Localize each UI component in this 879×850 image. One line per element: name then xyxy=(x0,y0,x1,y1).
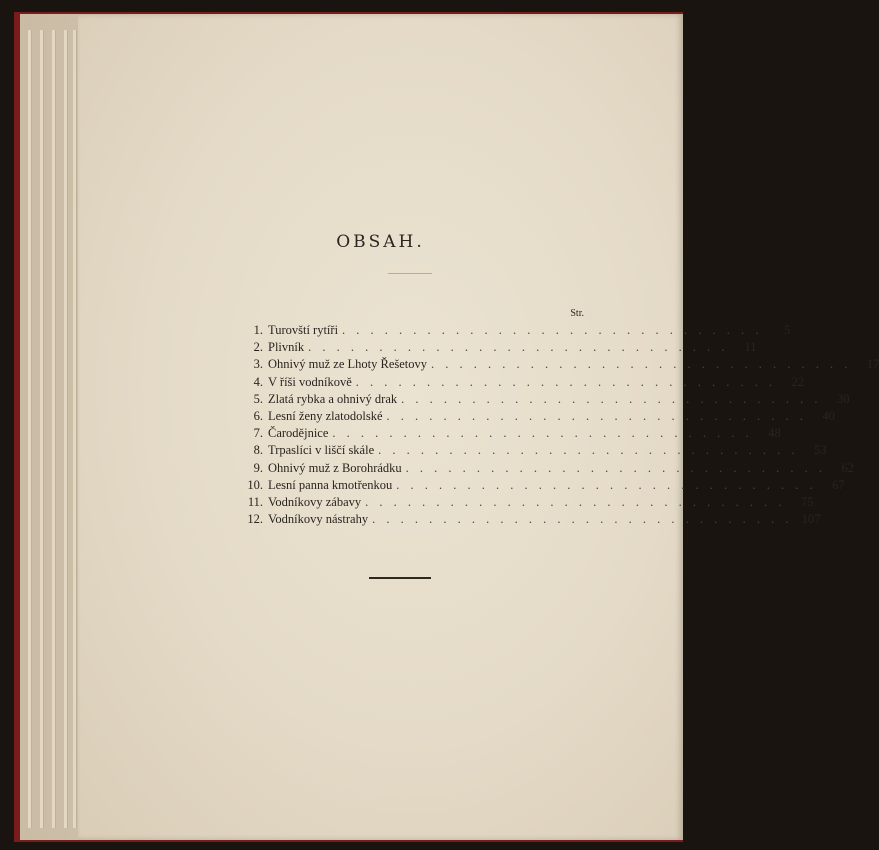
entry-page-number: 48 xyxy=(768,426,781,441)
dot-leader: . . . . . . . . . . . . . . . . . . . . . . . . . . . . . . xyxy=(365,494,786,509)
entry-title: Ohnivý muž z Borohrádku xyxy=(268,460,402,475)
toc-entry xyxy=(238,408,835,425)
toc-entry xyxy=(238,494,814,511)
entry-page-number: 75 xyxy=(801,494,814,509)
entry-number: 7. xyxy=(253,426,263,441)
page-column-label: Str. xyxy=(570,308,584,319)
entry-page-number: 107 xyxy=(801,512,821,527)
page-edge xyxy=(28,30,32,828)
dot-leader: . . . . . . . . . . . . . . . . . . . . . . . . . . . . . . xyxy=(355,374,777,389)
entry-number: 12. xyxy=(247,512,263,527)
entry-title: Lesní ženy zlatodolské xyxy=(268,408,383,423)
entry-title: Čarodějnice xyxy=(268,426,329,441)
entry-page-number: 22 xyxy=(791,374,805,389)
entry-title: Vodníkovy nástrahy xyxy=(268,512,369,527)
toc-entry xyxy=(238,425,781,442)
title-divider xyxy=(388,273,432,274)
page-edge xyxy=(73,30,77,828)
entry-title: V říši vodníkově xyxy=(268,374,352,389)
entry-number: 10. xyxy=(247,477,263,492)
toc-entry xyxy=(238,477,845,494)
dot-leader: . . . . . . . . . . . . . . . . . . . . . . . . . . . . . . xyxy=(372,512,793,527)
entry-title: Plivník xyxy=(268,340,305,355)
entry-number: 4. xyxy=(253,374,263,389)
entry-number: 8. xyxy=(253,443,263,458)
dot-leader: . . . . . . . . . . . . . . . . . . . . . . . . . . . . . . xyxy=(378,443,799,458)
dot-leader: . . . . . . . . . . . . . . . . . . . . . . . . . . . . . . xyxy=(342,323,763,337)
entry-page-number: 40 xyxy=(822,408,835,423)
entry-number: 9. xyxy=(253,460,263,475)
entry-page-number: 17 xyxy=(866,357,879,372)
toc-entry xyxy=(238,356,879,373)
entry-title: Zlatá rybka a ohnivý drak xyxy=(268,391,398,406)
entry-number: 5. xyxy=(253,391,263,406)
entry-number: 1. xyxy=(253,323,263,337)
dot-leader: . . . . . . . . . . . . . . . . . . . . . . . . . . . . . . xyxy=(405,460,827,475)
page-edge xyxy=(40,30,44,828)
toc-entry xyxy=(238,442,827,459)
entry-number: 2. xyxy=(253,340,263,355)
dot-leader: . . . . . . . . . . . . . . . . . . . . . . . . . . . . . . xyxy=(308,340,729,355)
toc-entry xyxy=(238,339,757,356)
table-of-contents xyxy=(238,306,879,528)
dot-leader: . . . . . . . . . . . . . . . . . . . . . . . . . . . . . . xyxy=(332,426,753,441)
entry-number: 3. xyxy=(253,357,263,372)
entry-page-number: 11 xyxy=(744,340,757,355)
entry-title: Trpaslíci v liščí skále xyxy=(268,443,375,458)
entry-title: Turovští rytíři xyxy=(268,323,339,337)
entry-page-number: 62 xyxy=(841,460,855,475)
toc-entry xyxy=(238,460,855,477)
toc-entry xyxy=(238,374,805,391)
toc-entry xyxy=(238,391,850,408)
page-edge xyxy=(52,30,56,828)
entry-number: 11. xyxy=(247,494,263,509)
entry-title: Lesní panna kmotřenkou xyxy=(268,477,393,492)
dot-leader: . . . . . . . . . . . . . . . . . . . . . . . . . . . . . . xyxy=(401,391,822,406)
entry-page-number: 67 xyxy=(832,477,845,492)
dot-leader: . . . . . . . . . . . . . . . . . . . . . . . . . . . . . . xyxy=(396,477,817,492)
page-title: OBSAH. xyxy=(336,232,425,252)
entry-page-number: 53 xyxy=(814,443,827,458)
dot-leader: . . . . . . . . . . . . . . . . . . . . . . . . . . . . . . xyxy=(431,357,852,372)
dot-leader: . . . . . . . . . . . . . . . . . . . . . . . . . . . . . . xyxy=(386,408,807,423)
page-edge xyxy=(64,30,68,828)
end-divider xyxy=(369,577,431,579)
toc-entry xyxy=(238,511,821,528)
entry-title: Vodníkovy zábavy xyxy=(268,494,362,509)
entry-page-number: 30 xyxy=(837,391,850,406)
toc-entry xyxy=(238,322,791,339)
entry-number: 6. xyxy=(253,408,263,423)
contents-page xyxy=(78,14,879,840)
toc-list xyxy=(238,322,879,528)
entry-title: Ohnivý muž ze Lhoty Řešetovy xyxy=(268,357,427,372)
entry-page-number: 5 xyxy=(784,323,791,337)
